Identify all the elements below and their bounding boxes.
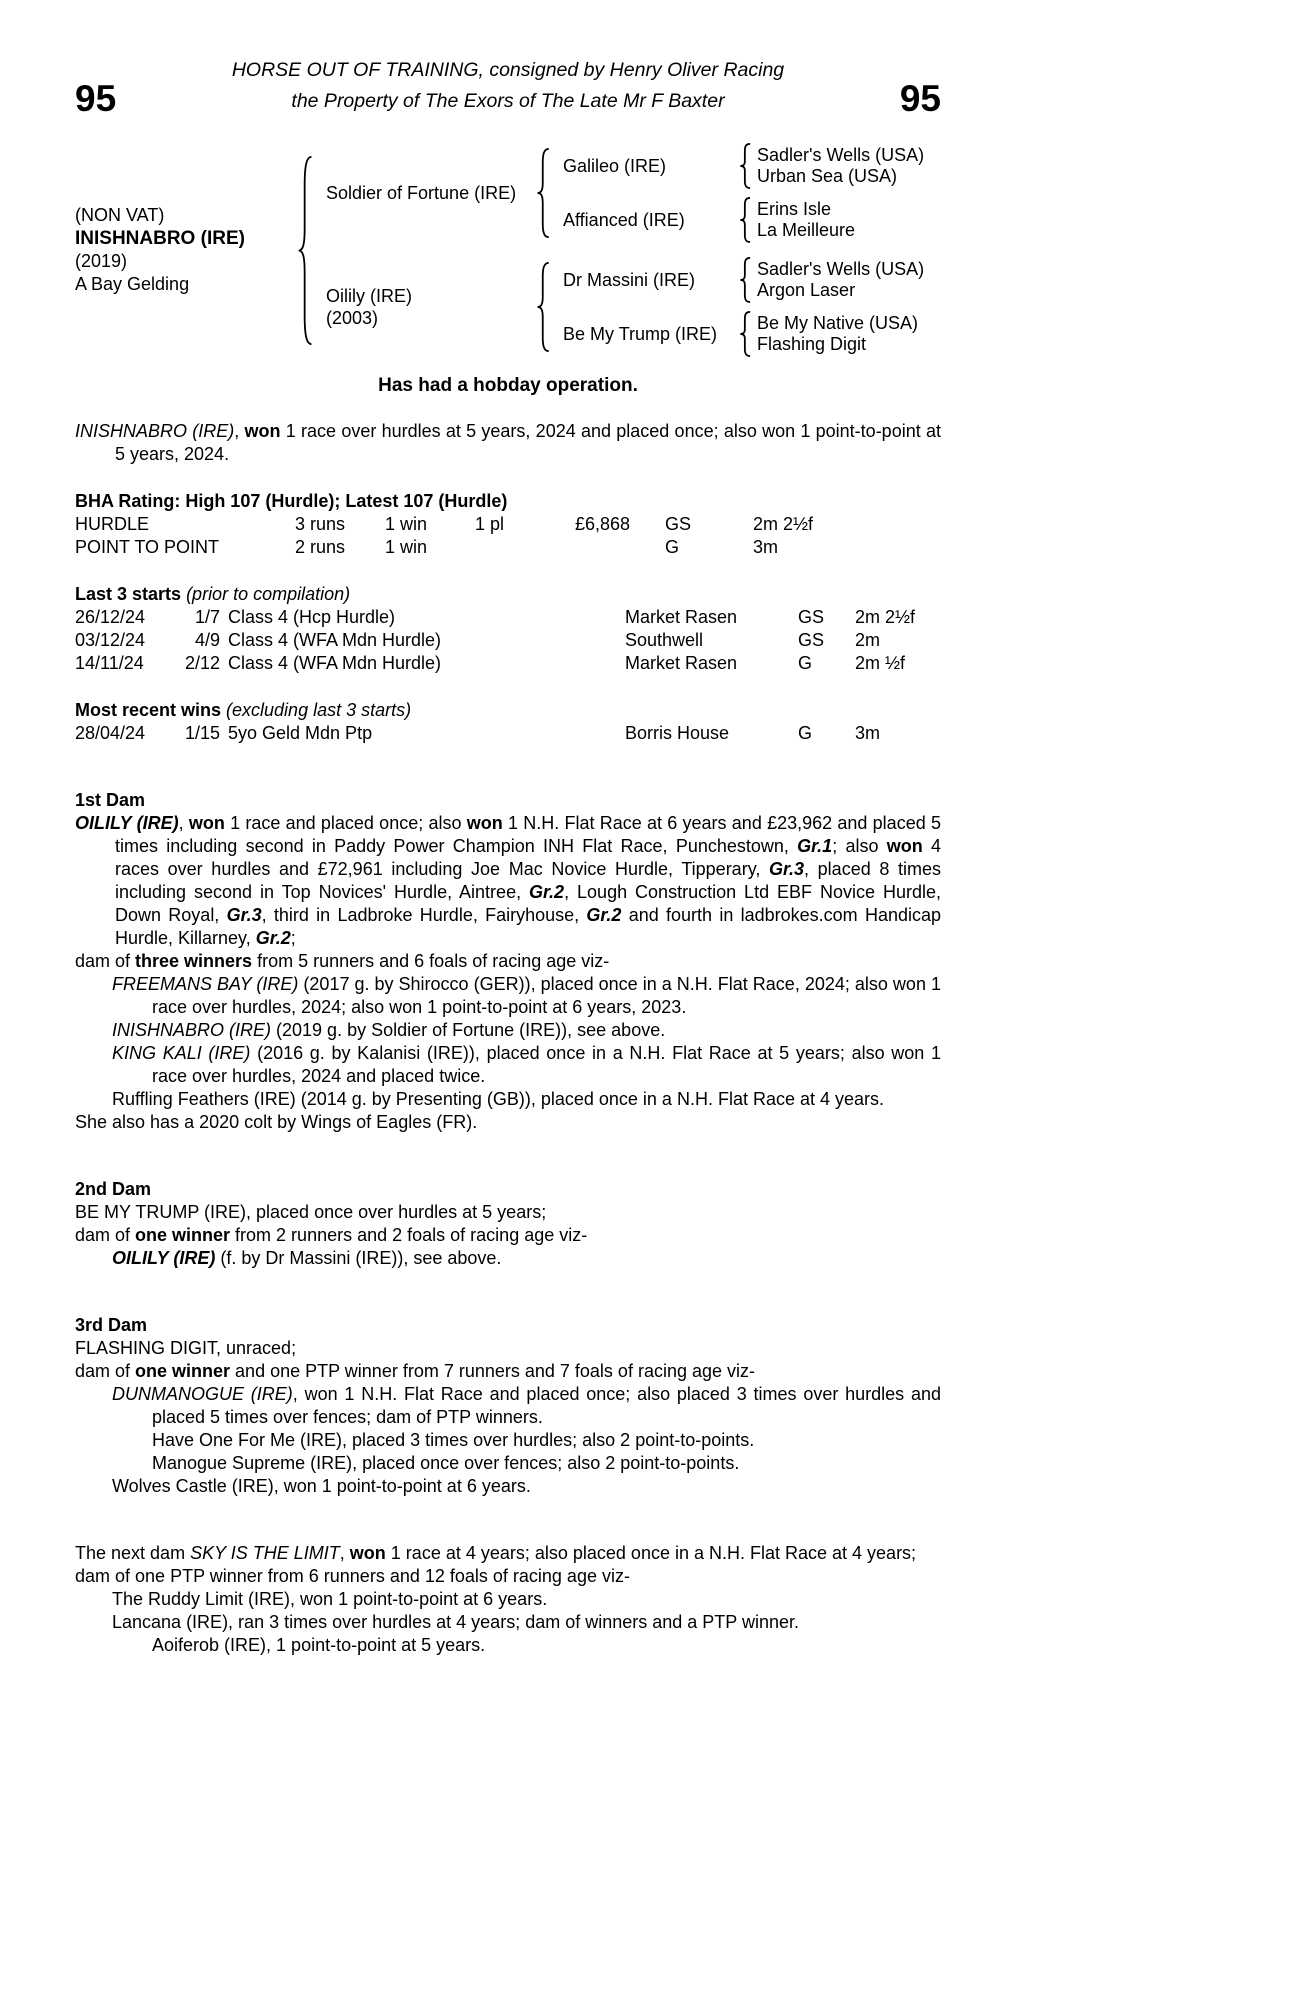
progeny-entry: Lancana (IRE), ran 3 times over hurdles at 4 years; dam of winners and a PTP winner. (112, 1612, 800, 1632)
granddam-branch (556, 311, 924, 357)
great-grandparents (757, 313, 918, 356)
progeny-entry: Manogue Supreme (IRE), placed once over fences; also 2 point-to-points. (152, 1453, 740, 1473)
position-cell: 2/12 (184, 653, 220, 673)
venue-cell: Borris House (625, 723, 730, 743)
earnings-cell (575, 536, 665, 559)
dam-name-block (319, 285, 536, 329)
category-cell: HURDLE (75, 514, 150, 534)
progeny-entry: Ruffling Feathers (IRE) (2014 g. by Presenting (GB)), placed once in a N.H. Flat Race at 4 years. (112, 1089, 885, 1109)
horse-name: INISHNABRO (IRE) (75, 228, 245, 249)
wins-cell: 1 win (385, 537, 428, 557)
form-row (75, 722, 941, 745)
heading-note: (prior to compilation) (181, 584, 351, 604)
going-cell: GS (665, 514, 692, 534)
last-starts-heading (75, 583, 941, 606)
ancestor-name: Erins Isle (757, 198, 832, 219)
runs-cell: 3 runs (295, 514, 346, 534)
property-line: the Property of The Exors of The Late Mr F Baxter (291, 90, 725, 112)
progeny-entry: FREEMANS BAY (IRE) (2017 g. by Shirocco (GER)), placed once in a N.H. Flat Race, 2024; also won 1 race over hurdles, 2024; also won 1 point-to-point at 6 years, 2023. (112, 974, 941, 1017)
position-cell: 4/9 (194, 630, 220, 650)
venue-cell: Market Rasen (625, 607, 738, 627)
granddam-branch (556, 197, 924, 243)
race-cell: 5yo Geld Mdn Ptp (228, 723, 373, 743)
pedigree-brace-icon (536, 147, 551, 239)
second-dam-intro: BE MY TRUMP (IRE), placed once over hurdles at 5 years; (75, 1202, 547, 1222)
dam-footnote: She also has a 2020 colt by Wings of Eagles (FR). (75, 1112, 478, 1132)
date-cell: 26/12/24 (75, 607, 146, 627)
dam-grandparents (556, 257, 924, 357)
consignment-titles (170, 55, 846, 117)
progeny-entry: DUNMANOGUE (IRE), won 1 N.H. Flat Race and placed once; also placed 3 times over hurdles and placed 5 times over fences; dam of PTP winners. (112, 1384, 942, 1427)
horse-description: A Bay Gelding (75, 274, 190, 294)
great-grandparents (757, 259, 924, 302)
dam-of-line: dam of one PTP winner from 6 runners and 12 foals of racing age viz- (75, 1566, 630, 1586)
progeny-entry: KING KALI (IRE) (2016 g. by Kalanisi (IRE)), placed once in a N.H. Flat Race at 5 years; also won 1 race over hurdles, 2024 and placed twice. (112, 1043, 941, 1086)
pedigree-brace-icon (739, 143, 752, 189)
pedigree-generation-2 (319, 143, 924, 357)
pedigree-brace-icon (739, 311, 752, 357)
progeny-entry: Have One For Me (IRE), placed 3 times over hurdles; also 2 point-to-points. (152, 1430, 755, 1450)
foaling-year: (2019) (75, 251, 128, 271)
date-cell: 14/11/24 (75, 653, 144, 673)
dam-branch (319, 257, 924, 357)
date-cell: 28/04/24 (75, 723, 146, 743)
dam-of-line: dam of three winners from 5 runners and 6 foals of racing age viz- (75, 951, 610, 971)
ancestor-name: Sadler's Wells (USA) (757, 258, 925, 279)
ancestor-name: Sadler's Wells (USA) (757, 144, 925, 165)
grandsire-branch (556, 257, 924, 303)
progeny-entry: The Ruddy Limit (IRE), won 1 point-to-point at 6 years. (112, 1589, 548, 1609)
wins-cell: 1 win (385, 514, 428, 534)
distance-cell: 2m 2½f (855, 607, 916, 627)
ancestor-name: Argon Laser (757, 280, 856, 300)
heading-label: Last 3 starts (75, 584, 182, 604)
venue-cell: Market Rasen (625, 653, 738, 673)
distance-cell: 2m (855, 630, 881, 650)
heading-label: Most recent wins (75, 700, 222, 720)
lot-number-right: 95 (899, 78, 941, 119)
third-dam-heading: 3rd Dam (75, 1315, 148, 1335)
distance-cell: 3m (855, 723, 881, 743)
veterinary-notice: Has had a hobday operation. (378, 375, 638, 396)
great-grandparents (757, 145, 924, 188)
race-cell: Class 4 (WFA Mdn Hurdle) (228, 630, 442, 650)
progeny-entry: INISHNABRO (IRE) (2019 g. by Soldier of Fortune (IRE)), see above. (112, 1020, 666, 1040)
first-dam-paragraph: OILILY (IRE), won 1 race and placed once; also won 1 N.H. Flat Race at 6 years and £23,962 and placed 5 times including second in Paddy Power Champion INH Flat Race, Punchestown, Gr.1; also won 4 races over hurdles and £72,961 including Joe Mac Novice Hurdle, Tipperary, Gr.3, placed 8 times including second in Top Novices' Hurdle, Aintree, Gr.2, Lough Construction Ltd EBF Novice Hurdle, Down Royal, Gr.3, third in Ladbroke Hurdle, Fairyhouse, Gr.2 and fourth in ladbrokes.com Handicap Hurdle, Killarney, Gr.2; (75, 813, 942, 948)
granddam-name: Be My Trump (IRE) (563, 323, 718, 344)
ancestor-name: Urban Sea (USA) (757, 166, 898, 186)
form-row (75, 606, 941, 629)
first-dam-heading: 1st Dam (75, 790, 146, 810)
going-cell: G (665, 537, 680, 557)
distance-cell: 3m (753, 537, 779, 557)
ancestor-name: La Meilleure (757, 220, 856, 240)
venue-cell: Southwell (625, 630, 704, 650)
going-cell: GS (798, 607, 825, 627)
places-cell (475, 536, 575, 559)
pedigree-brace-icon (297, 153, 314, 348)
position-cell: 1/7 (194, 607, 220, 627)
race-record-row (75, 536, 941, 559)
form-row (75, 629, 941, 652)
recent-wins-heading (75, 699, 941, 722)
progeny-entry: OILILY (IRE) (f. by Dr Massini (IRE)), see above. (112, 1248, 502, 1268)
grandsire-name: Galileo (IRE) (563, 155, 667, 176)
sire-name: Soldier of Fortune (IRE) (326, 183, 517, 203)
race-record-row (75, 513, 941, 536)
great-grandparents (757, 199, 855, 242)
going-cell: G (798, 653, 813, 673)
sire-grandparents (556, 143, 924, 243)
form-row (75, 652, 941, 675)
race-record-summary: INISHNABRO (IRE), won 1 race over hurdles at 5 years, 2024 and placed once; also won 1 point-to-point at 5 years, 2024. (75, 421, 941, 464)
pedigree-brace-icon (739, 197, 752, 243)
dam-of-line: dam of one winner and one PTP winner from 7 runners and 7 foals of racing age viz- (75, 1361, 755, 1381)
second-dam-heading: 2nd Dam (75, 1179, 152, 1199)
position-cell: 1/15 (184, 723, 220, 743)
dam-name: Oilily (IRE) (326, 286, 412, 306)
pedigree-brace-icon (739, 257, 752, 303)
ancestor-name: Flashing Digit (757, 334, 867, 354)
pedigree-table (75, 143, 941, 357)
page-content (75, 55, 941, 1657)
places-cell: 1 pl (475, 514, 505, 534)
dam-of-line: dam of one winner from 2 runners and 2 foals of racing age viz- (75, 1225, 588, 1245)
progeny-entry: Wolves Castle (IRE), won 1 point-to-point at 6 years. (112, 1476, 531, 1496)
distance-cell: 2m ½f (855, 653, 906, 673)
page-header (75, 55, 941, 117)
sire-branch (319, 143, 924, 243)
grandsire-branch (556, 143, 924, 189)
lot-number-left: 95 (75, 78, 117, 119)
consignor-line: HORSE OUT OF TRAINING, consigned by Henry Oliver Racing (231, 59, 785, 81)
next-dam-paragraph: The next dam SKY IS THE LIMIT, won 1 race at 4 years; also placed once in a N.H. Flat Race at 4 years; (75, 1543, 917, 1563)
going-cell: GS (798, 630, 825, 650)
heading-note: (excluding last 3 starts) (221, 700, 412, 720)
grandsire-name: Dr Massini (IRE) (563, 269, 696, 290)
runs-cell: 2 runs (295, 537, 346, 557)
progeny-entry: Aoiferob (IRE), 1 point-to-point at 5 years. (152, 1635, 486, 1655)
race-cell: Class 4 (WFA Mdn Hurdle) (228, 653, 442, 673)
distance-cell: 2m 2½f (753, 514, 814, 534)
category-cell: POINT TO POINT (75, 537, 220, 557)
earnings-cell: £6,868 (575, 514, 631, 534)
bha-rating-heading: BHA Rating: High 107 (Hurdle); Latest 107 (Hurdle) (75, 491, 508, 511)
vat-status: (NON VAT) (75, 205, 165, 225)
race-cell: Class 4 (Hcp Hurdle) (228, 607, 396, 627)
dam-year: (2003) (326, 308, 379, 328)
pedigree-brace-icon (536, 261, 551, 353)
date-cell: 03/12/24 (75, 630, 146, 650)
going-cell: G (798, 723, 813, 743)
third-dam-intro: FLASHING DIGIT, unraced; (75, 1338, 297, 1358)
granddam-name: Affianced (IRE) (563, 209, 685, 230)
ancestor-name: Be My Native (USA) (757, 312, 919, 333)
horse-details (75, 204, 297, 296)
